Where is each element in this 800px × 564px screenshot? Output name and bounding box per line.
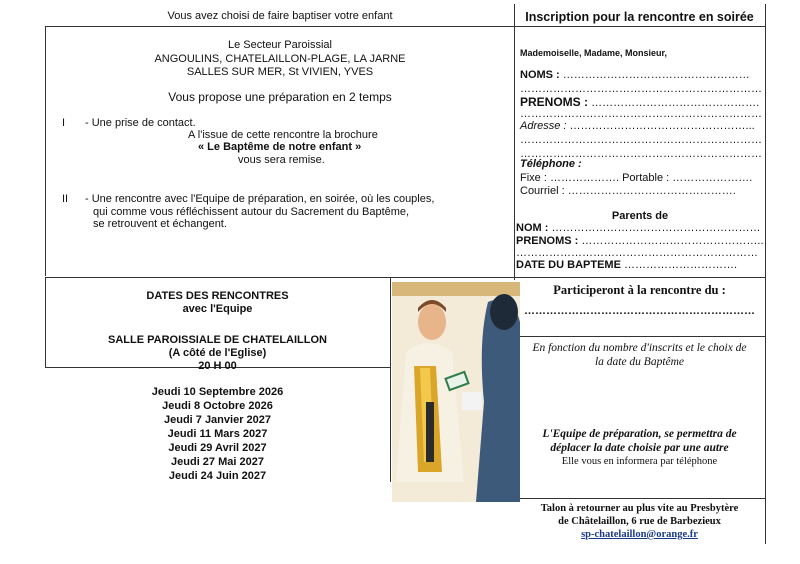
telephone-label: Téléphone : xyxy=(520,158,582,170)
talon-rule xyxy=(514,498,765,499)
fonction-line-2: la date du Baptême xyxy=(594,356,685,368)
adresse-field-3[interactable]: ………………………………………………………… xyxy=(520,148,762,160)
item-1-number: I xyxy=(62,117,66,129)
item-2-line-1: - Une rencontre avec l'Equipe de préparation, en soirée, où les couples, xyxy=(85,193,435,205)
participeront-label: Participeront à la rencontre du : xyxy=(553,283,726,297)
date-item: Jeudi 29 Avril 2027 xyxy=(168,442,267,454)
image-divider xyxy=(390,277,391,482)
prenoms-field-2[interactable]: ………………………………………………………… xyxy=(520,108,762,120)
participeront-rule xyxy=(514,336,765,337)
contact-email-link[interactable]: sp-chatelaillon@orange.fr xyxy=(581,529,698,540)
date-item: Jeudi 24 Juin 2027 xyxy=(168,470,267,482)
dates-list xyxy=(45,385,390,483)
salle-name: SALLE PAROISSIALE DE CHATELAILLON xyxy=(108,334,327,346)
mid-rule xyxy=(45,277,765,278)
date-item: Jeudi 8 Octobre 2026 xyxy=(162,400,273,412)
form-title: Inscription pour la rencontre en soirée xyxy=(525,10,754,24)
registration-form xyxy=(516,48,765,276)
adresse-field-2[interactable]: ………………………………………………………… xyxy=(520,134,762,146)
noms-field-2[interactable]: ………………………………………………………… xyxy=(520,83,762,95)
equipe-line-1: L'Equipe de préparation, se permettra de xyxy=(542,428,737,440)
item-2-line-3: se retrouvent et échangent. xyxy=(93,218,227,230)
dates-title: DATES DES RENCONTRES xyxy=(146,290,289,302)
intro-line: Vous avez choisi de faire baptiser votre enfant xyxy=(167,10,393,22)
propose-heading: Vous propose une préparation en 2 temps xyxy=(168,90,392,104)
adresse-label: Adresse : xyxy=(520,120,567,132)
salle-location: (A côté de l'Eglise) xyxy=(168,347,267,359)
date-item: Jeudi 10 Septembre 2026 xyxy=(151,386,284,398)
date-item: Jeudi 27 Mai 2027 xyxy=(171,456,264,468)
fonction-line-1: En fonction du nombre d'inscrits et le choix de xyxy=(532,342,747,354)
nom-label: NOM : xyxy=(516,222,549,234)
fixe-field[interactable]: ………………. xyxy=(549,172,620,184)
date-item: Jeudi 11 Mars 2027 xyxy=(167,428,268,440)
talon-line-1: Talon à retourner au plus vite au Presbytère xyxy=(540,503,739,514)
participeront-field[interactable]: ……………………………………………………… xyxy=(524,305,755,317)
talon-line-2: de Châtelaillon, 6 rue de Barbezieux xyxy=(558,516,721,527)
date-item: Jeudi 7 Janvier 2027 xyxy=(163,414,271,426)
item-1-brochure-title: « Le Baptême de notre enfant » xyxy=(198,141,362,153)
prenoms-parents-field-2[interactable]: ………………………………………………………… xyxy=(516,247,758,259)
adresse-field[interactable]: …………………………………………... xyxy=(569,120,755,132)
nom-field[interactable]: ………………………………………………… xyxy=(551,222,761,234)
secteur-title: Le Secteur Paroissial xyxy=(228,39,332,51)
equipe-line-2: déplacer la date choisie par une autre xyxy=(550,442,729,454)
date-bapteme-label: DATE DU BAPTEME xyxy=(516,259,621,271)
dates-subtitle: avec l'Equipe xyxy=(182,303,253,315)
item-2-line-2: qui comme vous réfléchissent autour du Sacrement du Baptême, xyxy=(93,206,410,218)
civilite-label: Mademoiselle, Madame, Monsieur, xyxy=(520,48,668,58)
noms-label: NOMS : xyxy=(520,69,560,81)
top-rule xyxy=(45,26,765,27)
portable-label: Portable : xyxy=(622,172,670,184)
prenoms-field[interactable]: ………………………………………. xyxy=(591,97,760,109)
meeting-time: 20 H 00 xyxy=(198,360,237,372)
secteur-line-2: SALLES SUR MER, St VIVIEN, YVES xyxy=(186,66,374,78)
noms-field[interactable]: …………………………………………… xyxy=(562,69,750,81)
right-border xyxy=(765,4,766,544)
item-1-line-2: A l'issue de cette rencontre la brochure xyxy=(188,129,378,141)
courriel-label: Courriel : xyxy=(520,185,565,197)
portable-field[interactable]: …………………. xyxy=(672,172,753,184)
prenoms-parents-field[interactable]: ………………………………………….. xyxy=(581,235,764,247)
secteur-line-1: ANGOULINS, CHATELAILLON-PLAGE, LA JARNE xyxy=(154,53,406,65)
prenoms-parents-label: PRENOMS : xyxy=(516,235,579,247)
item-1-line-1: - Une prise de contact. xyxy=(85,117,196,129)
prenoms-label: PRENOMS : xyxy=(520,95,589,109)
fixe-label: Fixe : xyxy=(520,172,547,184)
courriel-field[interactable]: ………………………………………. xyxy=(567,185,736,197)
item-1-line-4: vous sera remise. xyxy=(238,154,325,166)
parents-title: Parents de xyxy=(611,210,669,222)
item-2-number: II xyxy=(62,193,69,205)
equipe-line-3: Elle vous en informera par téléphone xyxy=(561,456,718,467)
baptism-illustration xyxy=(392,282,520,502)
date-bapteme-field[interactable]: …………………………. xyxy=(623,259,738,271)
